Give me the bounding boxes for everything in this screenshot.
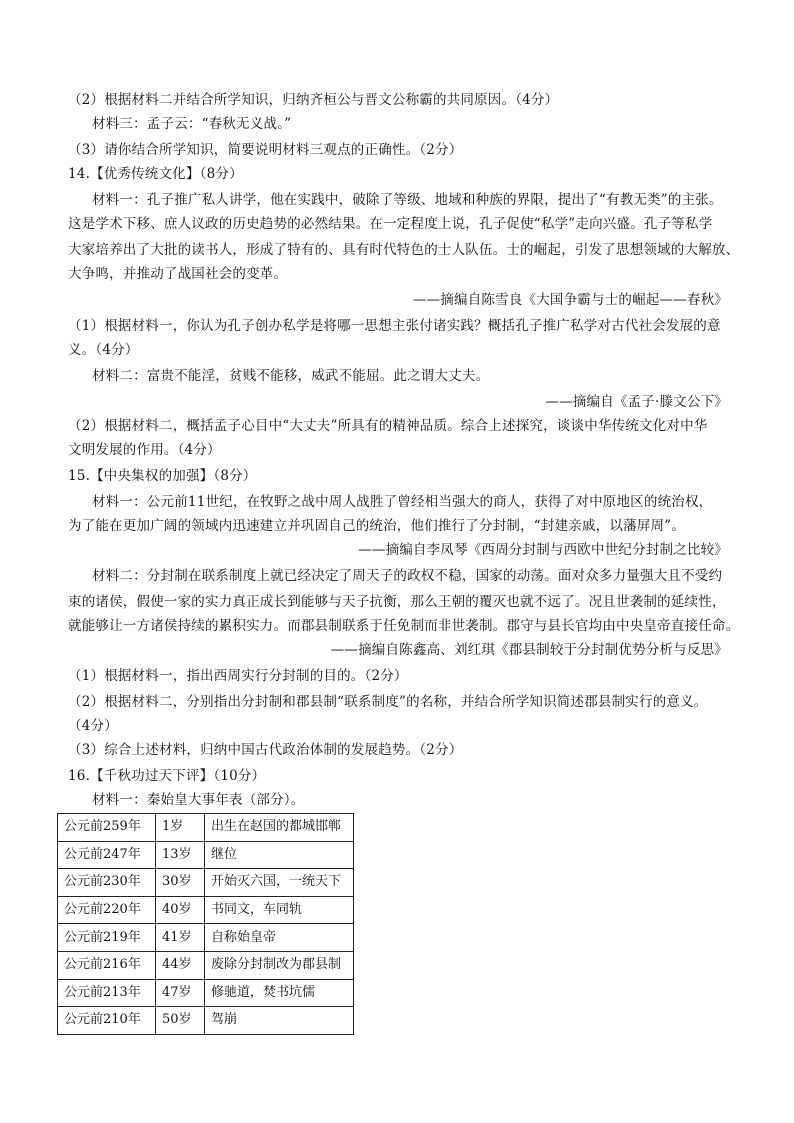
q15-material2-line2: 束的诸侯，假使一家的实力真正成长到能够与天子抗衡，那么王朝的覆灭也就不远了。况且世袭制的延续性，: [68, 594, 726, 610]
q15-material1-line1: 材料一：公元前11世纪，在牧野之战中周人战胜了曾经相当强大的商人，获得了对中原地区的统治权，: [92, 494, 713, 510]
table-row: [58, 924, 354, 952]
q14-material1-line1: 材料一：孔子推广私人讲学，他在实践中，破除了等级、地域和种族的界限，提出了“有教无类”的主张。: [92, 192, 723, 208]
timeline-event-cell: 出生在赵国的都城邯郸: [205, 814, 354, 842]
q15-material2-line3: 就能够让一方诸侯持续的累积实力。而郡县制联系于任免制而非世袭制。郡守与县长官均由中央皇帝直接任命。: [68, 618, 740, 634]
q13-part3-question: （3）请你结合所学知识，简要说明材料三观点的正确性。（2分）: [68, 142, 463, 158]
timeline-event-cell: 废除分封制改为郡县制: [205, 951, 354, 979]
timeline-age-cell: 44岁: [156, 951, 205, 979]
q15-part2-question-line2: （4分）: [68, 718, 118, 734]
timeline-age-cell: 40岁: [156, 896, 205, 924]
table-row: [58, 951, 354, 979]
q14-part2-question-line2: 文明发展的作用。（4分）: [68, 442, 221, 458]
q14-material1-line4: 大争鸣，并推动了战国社会的变革。: [68, 266, 288, 282]
q14-material1-line3: 大家培养出了大批的读书人，形成了特有的、具有时代特色的士人队伍。士的崛起，引发了思想领域的大解放、: [68, 242, 740, 258]
q14-part2-question-line1: （2）根据材料二，概括孟子心目中“大丈夫”所具有的精神品质。综合上述探究，谈谈中华传统文化对中华: [68, 418, 708, 434]
q15-material2-source: ——摘编自陈鑫高、刘红琪《郡县制较于分封制优势分析与反思》: [330, 642, 728, 658]
timeline-year-cell: 公元前220年: [58, 896, 156, 924]
timeline-event-cell: 驾崩: [205, 1007, 354, 1035]
q15-part3-question: （3）综合上述材料，归纳中国古代政治体制的发展趋势。（2分）: [68, 742, 463, 758]
q15-part1-question: （1）根据材料一，指出西周实行分封制的目的。（2分）: [68, 668, 408, 684]
timeline-year-cell: 公元前259年: [58, 814, 156, 842]
timeline-age-cell: 30岁: [156, 869, 205, 897]
timeline-event-cell: 继位: [205, 841, 354, 869]
timeline-table-body: [58, 814, 354, 1035]
timeline-year-cell: 公元前213年: [58, 979, 156, 1007]
timeline-age-cell: 13岁: [156, 841, 205, 869]
timeline-event-cell: 自称始皇帝: [205, 924, 354, 952]
q15-part2-question-line1: （2）根据材料二，分别指出分封制和郡县制“联系制度”的名称，并结合所学知识简述郡县制实行的意义。: [68, 694, 708, 710]
table-row: [58, 1007, 354, 1035]
q14-material2: 材料二：富贵不能淫，贫贱不能移，威武不能屈。此之谓大丈夫。: [92, 368, 490, 384]
timeline-event-cell: 书同文，车同轨: [205, 896, 354, 924]
timeline-age-cell: 50岁: [156, 1007, 205, 1035]
timeline-age-cell: 41岁: [156, 924, 205, 952]
q15-material1-line2: 为了能在更加广阔的领域内迅速建立并巩固自己的统治，他们推行了分封制，“封建亲戚，以藩屏周”。: [68, 518, 686, 534]
timeline-year-cell: 公元前230年: [58, 869, 156, 897]
timeline-age-cell: 1岁: [156, 814, 205, 842]
q16-material1: 材料一：秦始皇大事年表（部分）。: [92, 792, 305, 808]
q14-material2-source: ——摘编自《孟子·滕文公下》: [545, 394, 728, 410]
timeline-year-cell: 公元前219年: [58, 924, 156, 952]
q14-heading: 14.【优秀传统文化】（8分）: [68, 166, 243, 182]
timeline-age-cell: 47岁: [156, 979, 205, 1007]
q15-material2-line1: 材料二：分封制在联系制度上就已经决定了周天子的政权不稳，国家的动荡。面对众多力量强大且不受约: [92, 568, 723, 584]
timeline-event-cell: 开始灭六国，一统天下: [205, 869, 354, 897]
q13-material3: 材料三：孟子云：“春秋无义战。”: [92, 116, 292, 132]
timeline-year-cell: 公元前210年: [58, 1007, 156, 1035]
timeline-year-cell: 公元前216年: [58, 951, 156, 979]
q14-material1-line2: 这是学术下移、庶人议政的历史趋势的必然结果。在一定程度上说，孔子促使“私学”走向兴盛。孔子等私学: [68, 216, 713, 232]
table-row: [58, 979, 354, 1007]
table-row: [58, 814, 354, 842]
timeline-year-cell: 公元前247年: [58, 841, 156, 869]
q14-part1-question-line2: 义。（4分）: [68, 342, 139, 358]
timeline-event-cell: 修驰道，焚书坑儒: [205, 979, 354, 1007]
q15-heading: 15.【中央集权的加强】（8分）: [68, 468, 257, 484]
qin-shihuang-timeline-table: [57, 813, 354, 1035]
q14-part1-question-line1: （1）根据材料一，你认为孔子创办私学是将哪一思想主张付诸实践？概括孔子推广私学对古代社会发展的意: [68, 318, 721, 334]
q16-heading: 16.【千秋功过天下评】（10分）: [68, 768, 266, 784]
table-row: [58, 841, 354, 869]
q15-material1-source: ——摘编自李凤琴《西周分封制与西欧中世纪分封制之比较》: [358, 542, 728, 558]
table-row: [58, 896, 354, 924]
q14-material1-source: ——摘编自陈雪良《大国争霸与士的崛起——春秋》: [412, 292, 728, 308]
table-row: [58, 869, 354, 897]
q13-part2-question: （2）根据材料二并结合所学知识，归纳齐桓公与晋文公称霸的共同原因。（4分）: [68, 92, 559, 108]
